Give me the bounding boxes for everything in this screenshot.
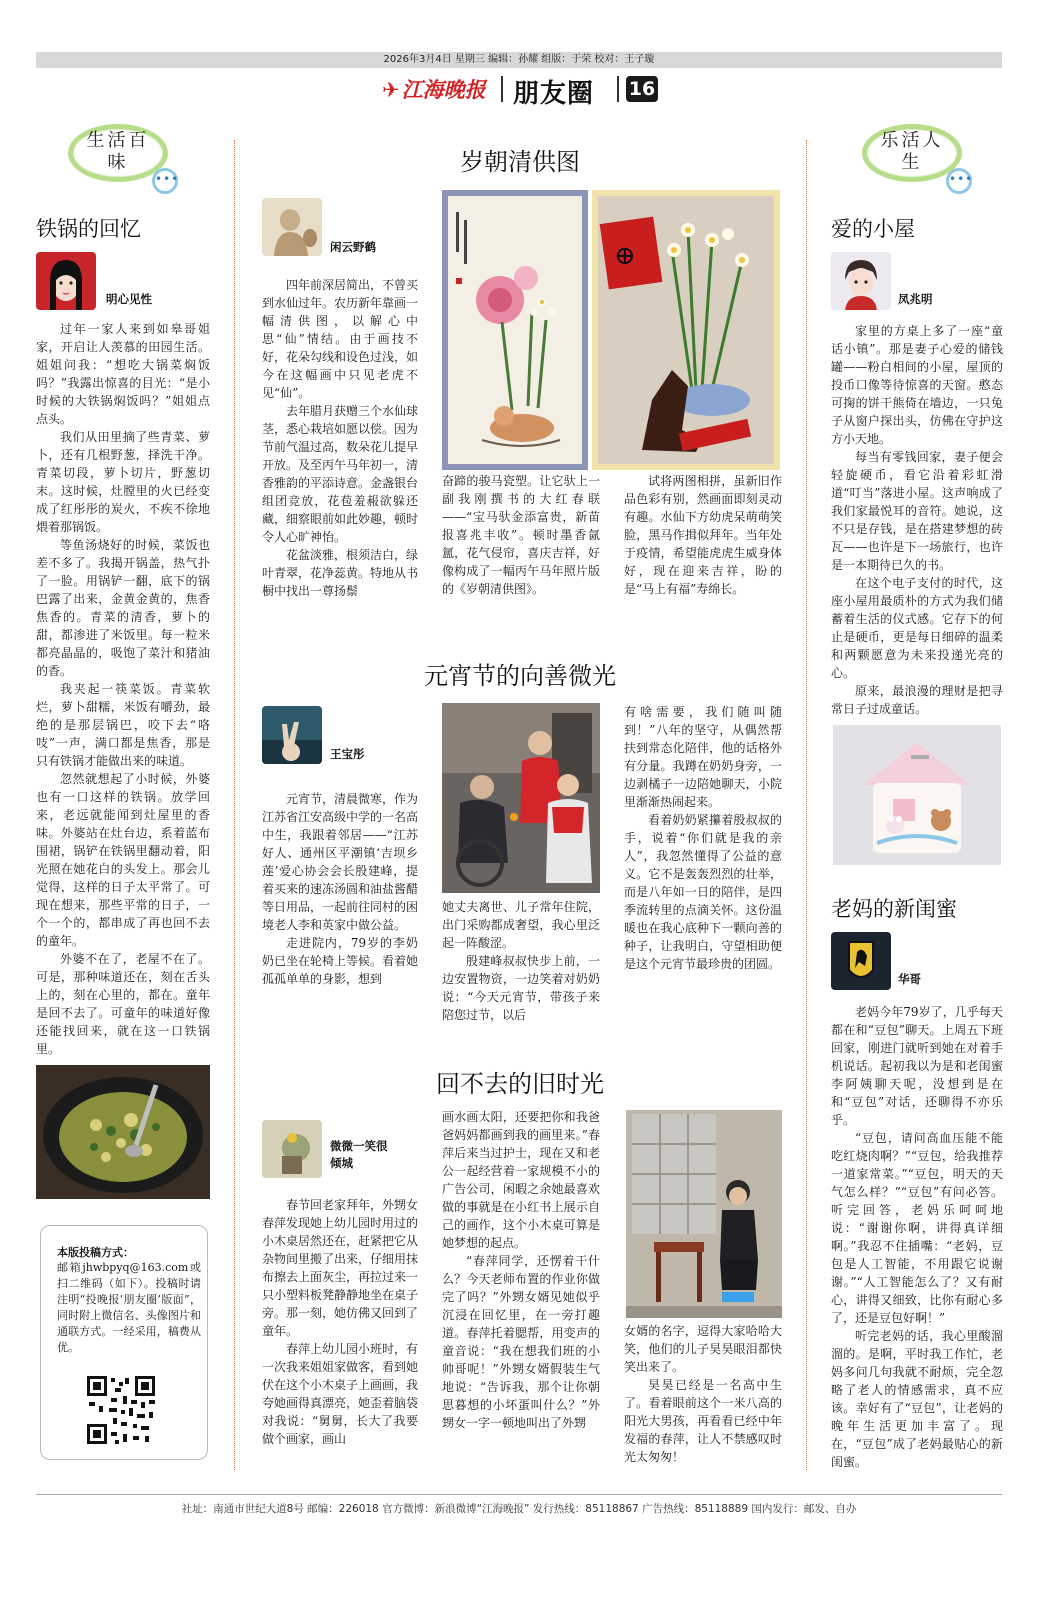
author-name: 华哥 [898, 972, 921, 986]
paragraph: 看着奶奶紧攥着殷叔叔的手，说着“你们就是我的亲人”，我忽然懂得了公益的意义。它不是轰轰烈烈的壮举，而是八年如一日的陪伴，是四季流转里的点滴关怀。这份温暖也在我心底种下一颗向善的种子，让我明白，守望相助便是这个元宵节最珍贵的团圆。 [624, 813, 782, 971]
article-body [442, 898, 600, 1024]
section-bubble-right [862, 124, 974, 198]
paragraph: 春节回老家拜年，外甥女春萍发现她上幼儿园时用过的小木桌居然还在，赶紧把它从杂物间里搬了出来，仔细用抹布擦去上面灰尘，再拉过来一只小塑料板凳静静地坐在桌子旁。那一刻，她仿佛又回到了童年。 [262, 1198, 419, 1338]
paragraph: 殷建峰叔叔快步上前，一边安置物资，一边笑着对奶奶说：“今天元宵节，带孩子来陪您过节，以后 [442, 954, 600, 1022]
article-title: 爱的小屋 [831, 217, 915, 241]
paragraph: 等鱼汤烧好的时候，菜饭也差不多了。我揭开锅盖，热气扑了一脸。用锅铲一翻，底下的锅巴露了出来，金黄金黄的，焦香焦香的。青菜的清香，萝卜的甜，都渗进了米饭里。每一粒米都亮晶晶的，吸饱了菜汁和猪油的香。 [36, 538, 210, 678]
paragraph: 听完老妈的话，我心里酸溜溜的。是啊，平时我工作忙，老妈多问几句我就不耐烦，完全忽略了老人的情感需求，真不应该。幸好有了“豆包”，让老妈的晚年生活更加丰富了。现在，“豆包”成了老妈最贴心的新闺蜜。 [831, 1329, 1003, 1469]
footer-info: 社址：南通市世纪大道8号 邮编：226018 官方微博：新浪微博“江海晚报” 发行热线：85118867 广告热线：85118889 国内发行：邮发、自办 [36, 1494, 1002, 1516]
paragraph: 我夹起一筷菜饭。青菜软烂，萝卜甜糯，米饭有嚼劲，最绝的是那层锅巴，咬下去“咯吱”一声，满口都是焦香，那是只有铁锅才能做出来的味道。 [36, 682, 210, 768]
author-name: 微微一笑很倾城 [330, 1139, 388, 1170]
paragraph: 原来，最浪漫的理财是把寻常日子过成童话。 [831, 684, 1003, 716]
author-name: 闲云野鹤 [330, 240, 376, 254]
article-title: 回不去的旧时光 [436, 1070, 604, 1098]
section-bubble-left [68, 124, 180, 198]
paragraph: 有啥需要，我们随叫随到！”八年的坚守，从偶然帮扶到常态化陪伴，他的话格外有分量。我蹲在奶奶身旁，一边剥橘子一边陪她聊天，小院里渐渐热闹起来。 [624, 705, 782, 809]
article-title: 铁锅的回忆 [36, 217, 141, 241]
submission-heading: 本版投稿方式： [57, 1246, 134, 1259]
iron-wok-photo [36, 1065, 210, 1199]
paragraph: 走进院内，79岁的李奶奶已坐在轮椅上等候。看着她孤孤单单的身影，想到 [262, 936, 419, 986]
column-divider [806, 140, 807, 1470]
header-topline: 2026年3月4日 星期三 编辑：孙耀 组版：于荣 校对：王子璇 [36, 52, 1002, 68]
author-avatar [262, 706, 322, 764]
paragraph: 家里的方桌上多了一座“童话小镇”。那是妻子心爱的储钱罐——粉白相间的小屋，屋顶的投币口像等待惊喜的天窗。憨态可掬的饼干熊倚在墙边，一只兔子从窗户探出头，仿佛在守护这方小天地。 [831, 324, 1003, 446]
article-body [36, 320, 210, 1058]
volunteer-photo [442, 703, 600, 893]
paragraph: 去年腊月获赠三个水仙球茎，悉心栽培如愿以偿。因为节前气温过高，数朵花儿提早开放。及至丙午马年初一，清香雅韵的平添诗意。金盏银台组团竞放，花苞羞赧欲躲还藏，细察眼前如此妙趣，顿时令人心旷神怡。 [262, 404, 419, 544]
chat-dots-icon: ••• [152, 168, 178, 194]
bird-logo-icon: ✈ [382, 78, 400, 102]
submission-info-box [40, 1225, 208, 1460]
paper-logo [382, 74, 486, 104]
author-avatar [36, 252, 96, 310]
paragraph: 春萍上幼儿园小班时，有一次我来姐姐家做客，看到她伏在这个小木桌子上画画，我夸她画得真漂亮，她歪着脑袋对我说：“舅舅，长大了我要做个画家，画山 [262, 1342, 419, 1446]
page-number: 16 [626, 76, 658, 102]
article-body [442, 1108, 600, 1432]
article-body [262, 790, 418, 988]
daffodil-horse-photo [592, 190, 780, 470]
article-body [831, 322, 1003, 718]
article-body [831, 1003, 1003, 1471]
paragraph: “豆包，请问高血压能不能吃红烧肉啊？”“豆包，给我推荐一道家常菜。”“豆包，明天的天气怎么样？”“豆包”有问必答。听完回答，老妈乐呵呵地说：“谢谢你啊，讲得真详细啊。”我忍不住插嘴：“老妈，豆包是人工智能，不用跟它说谢谢。”“人工智能怎么了？又有耐心，讲得又细致，比你有耐心多了，还是豆包好啊！” [831, 1131, 1003, 1325]
article-title: 元宵节的向善微光 [424, 662, 616, 690]
paragraph: 过年一家人来到如皋哥姐家，开启让人羡慕的田园生活。姐姐问我：“想吃大锅菜焖饭吗？”我露出惊喜的目光：“是小时候的大铁锅焖饭吗？”姐姐点点头。 [36, 322, 210, 426]
author-name: 明心见性 [106, 292, 152, 306]
paragraph: 她丈夫离世、儿子常年住院，出门采购都成奢望，我心里泛起一阵酸涩。 [442, 900, 600, 950]
author-avatar [831, 932, 891, 990]
paragraph: 试将两图相拼，虽新旧作品色彩有别，然画面即刻灵动有趣。水仙下方幼虎呆萌萌笑脸，黑马作揖似拜年。当年处于疫情，希望能虎虎生威身体好，现在迎来吉祥，盼的是“马上有福”寿绵长。 [624, 474, 782, 596]
article-title: 老妈的新闺蜜 [831, 897, 957, 921]
piggy-bank-house-photo [833, 725, 1001, 865]
paragraph: 花盆淡雅，根须洁白，绿叶青翠，花净蕊黄。特地从书橱中找出一尊扬鬃 [262, 548, 419, 598]
paragraph: 四年前深居简出，不曾买到水仙过年。农历新年靠画一幅清供图，以解心中思“仙”情结。由于画技不好，花朵勾线和设色过浅，如今在这幅画中只见老虎不见“仙”。 [262, 278, 419, 400]
article-title: 岁朝清供图 [460, 148, 580, 176]
paragraph: 画水画太阳，还要把你和我爸爸妈妈都画到我的画里来。”春萍后来当过护士，现在又和老公一起经营着一家规模不小的广告公司，闲暇之余她最喜欢做的事就是在小红书上展示自己的画作，这个小木桌可算是她梦想的起点。 [442, 1110, 600, 1250]
author-name: 王宝彤 [330, 747, 365, 761]
author-avatar [262, 1120, 322, 1178]
author-name: 凤兆明 [898, 292, 933, 306]
article-body [624, 703, 782, 973]
paragraph: 昊昊已经是一名高中生了。看着眼前这个一米八高的阳光大男孩，再看看已经中年发福的春萍，让人不禁感叹时光太匆匆！ [624, 1378, 782, 1464]
paragraph: 女婿的名字，逗得大家哈哈大笑，他们的儿子昊昊眼泪都快笑出来了。 [624, 1324, 782, 1374]
paragraph: 忽然就想起了小时候，外婆也有一口这样的铁锅。放学回来，老远就能闻到灶屋里的香味。外婆站在灶台边，系着蓝布围裙，锅铲在铁锅里翻动着，阳光照在她花白的头发上。那会儿觉得，这样的日子太平常了。可现在想来，那些平常的日子，一个一个的，都串成了再也回不去的童年。 [36, 772, 210, 948]
author-avatar [831, 252, 891, 310]
article-body [442, 472, 600, 598]
author-avatar [262, 198, 322, 256]
child-desk-photo [626, 1110, 782, 1318]
article-body [262, 276, 418, 600]
article-body [624, 472, 782, 598]
column-divider [234, 140, 235, 1470]
paragraph: 每当有零钱回家，妻子便会轻旋硬币，看它沿着彩虹滑道“叮当”落进小屋。这声响成了我们家最悦耳的音符。她说，这不只是存钱，是在搭建梦想的砖瓦——也许是下一场旅行，也许是一本期待已久的书。 [831, 450, 1003, 572]
paragraph: 元宵节，清晨微寒，作为江苏省江安高级中学的一名高中生，我跟着邻居——“江苏好人、通州区平潮镇‘吉坝乡莲’爱心协会会长殷建峰，提着买来的速冻汤圆和油盐酱醋等日用品，一起前往同村的困境老人李和英家中做公益。 [262, 792, 419, 932]
bubble-label: 乐活人生 [880, 130, 944, 173]
bubble-label: 生活百味 [86, 130, 150, 173]
paragraph: 我们从田里摘了些青菜、萝卜，还有几根野葱，择洗干净。青菜切段，萝卜切片，野葱切末。这时候，灶膛里的火已经变成了红彤彤的炭火，不疾不徐地煨着那锅饭。 [36, 430, 210, 534]
chat-dots-icon: ••• [946, 168, 972, 194]
paragraph: 在这个电子支付的时代，这座小屋用最质朴的方式为我们储蓄着生活的仪式感。它存下的何止是硬币，更是每日细碎的温柔和两颗愿意为未来投递光亮的心。 [831, 576, 1003, 680]
qr-code-icon[interactable] [85, 1374, 157, 1446]
paragraph: 奋蹄的骏马瓷塑。让它驮上一副我刚撰书的大红春联——“宝马驮金添富贵，新苗报喜兆丰收”。顿时墨香氤氲，花气侵帘，喜庆吉祥，好像构成了一幅丙午马年照片版的《岁朝清供图》。 [442, 474, 600, 596]
paragraph: 外婆不在了，老屋不在了。可是，那种味道还在，刻在舌头上的，刻在心里的，都在。童年是回不去了。可童年的味道好像还能找回来，就在这一口铁锅里。 [36, 952, 210, 1056]
tiger-painting-image [442, 190, 588, 470]
paper-name: 江海晚报 [401, 78, 486, 102]
header-divider [501, 76, 503, 102]
article-body [624, 1322, 782, 1466]
submission-text: 邮箱jhwbpyq@163.com或扫二维码（如下）。投稿时请注明“投晚报‘朋友圈’版面”，同时附上微信名、头像图片和通联方式。一经采用，稿费从优。 [57, 1261, 201, 1354]
svg-text:⊕: ⊕ [614, 241, 636, 271]
article-body [262, 1196, 418, 1448]
paragraph: “春萍同学，还愣着干什么？今天老师布置的作业你做完了吗？”外甥女婿见她似乎沉浸在回忆里，在一旁打趣道。春萍托着腮帮，用变声的童音说：“我在想我们班的小帅哥呢！”外甥女婿假装生气地说：“告诉我，那个让你朝思暮想的小坏蛋叫什么？”外甥女一字一顿地叫出了外甥 [442, 1254, 600, 1430]
header-divider [617, 76, 619, 102]
section-title: 朋友圈 [513, 79, 595, 109]
paragraph: 老妈今年79岁了，几乎每天都在和“豆包”聊天。上周五下班回家，刚进门就听到她在对着手机说话。起初我以为是和老闺蜜李阿姨聊天呢，没想到是在和“豆包”对话，还聊得不亦乐乎。 [831, 1005, 1003, 1127]
